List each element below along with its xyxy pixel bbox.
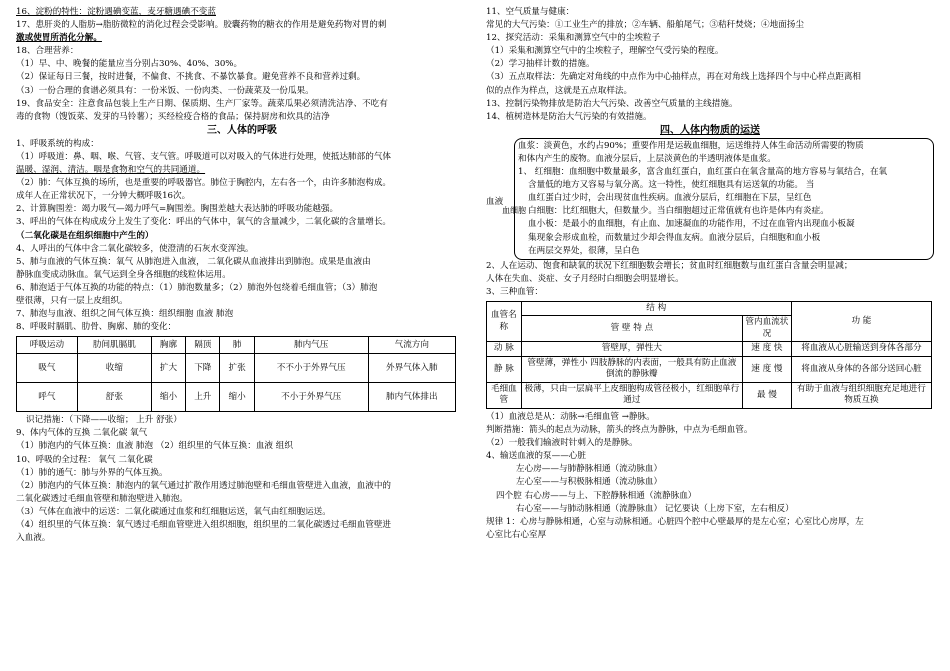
text-line: 血浆：淡黄色，水约占90%；重要作用是运载血细胞，运送维持人体生命活动所需要的物质: [518, 140, 864, 151]
text-line: 2、人在运动、饱食和缺氧的状况下红细胞数会增长；贫血时红细胞数与血红蛋白含量会明显减；: [486, 260, 853, 271]
text-line: 和体内产生的废物。血液分层后，上层淡黄色的半透明液体是血浆。: [518, 153, 776, 164]
table-group-header: 结 构: [521, 301, 791, 316]
table-header-cell: 胸廓: [151, 337, 185, 354]
blood-cells-label: 血细胞: [502, 205, 526, 215]
text-line: （2）肺泡内的气体互换：肺泡内的氧气通过扩散作用透过肺泡壁和毛细血管壁进入血液，血液中的: [16, 480, 392, 491]
heart-section: [486, 411, 934, 542]
text-line: 似的点作为样点，这就是五点取样法。: [486, 85, 633, 96]
table-cell: 缩小: [220, 383, 254, 412]
text-line: 6、肺泡适于气体互换的功能的特点：（1）肺泡数量多；（2）肺泡外包绕着毛细血管；（3）肺泡: [16, 282, 378, 293]
section-title-respiration: 三、人体的呼吸: [207, 124, 277, 136]
table-header-row: [487, 301, 932, 316]
table-header-cell: 肺: [220, 337, 254, 354]
section-title-transport: 四、人体内物质的运送: [660, 124, 760, 136]
text-line: 静脉血变成动脉血。氧气运到全身各细胞的线粒体运用。: [16, 269, 231, 280]
text-line: （2）学习抽样计数的措施。: [486, 59, 595, 70]
table-cell: 静 脉: [487, 356, 522, 382]
table-cell: 上升: [186, 383, 220, 412]
text-line: 18、合理营养：: [16, 46, 79, 57]
table-row: [487, 382, 932, 408]
text-line: 温暖、湿润、清洁。咽是食物和空气的共同通道。: [16, 165, 206, 176]
right-column: [486, 6, 934, 542]
text-line: 激或使胃所消化分解。: [16, 33, 102, 44]
table-cell: 速 度 快: [743, 342, 792, 357]
text-line: 8、呼吸时膈肌、肋骨、胸廓、肺的变化：: [16, 322, 177, 333]
text-line: 2、计算胸围差：竭力吸气—竭力呼气=胸围差。胸围差越大表达肺的呼吸功能越强。: [16, 204, 339, 215]
text-line: 9、体内气体的互换 二氧化碳 氧气: [16, 428, 148, 439]
text-line: 含量低的地方又容易与氧分离。这一特性，使红细胞具有运送氧的功能。 当: [528, 180, 815, 191]
text-line: （1）呼吸道：鼻、咽、喉、气管、支气管。呼吸道可以对吸入的气体进行处理，使抵达肺部的气体: [16, 151, 392, 162]
table-cell: 下降: [186, 354, 220, 383]
table-cell: 不不小于外界气压: [254, 354, 368, 383]
table-cell: 吸气: [17, 354, 78, 383]
respiration-section: [16, 138, 468, 334]
text-line: （1）采集和测算空气中的尘埃粒子，理解空气受污染的程度。: [486, 46, 724, 57]
table-row: [17, 383, 456, 412]
table-cell: 呼气: [17, 383, 78, 412]
text-line: 规律 1：心房与静脉相通，心室与动脉相通。心脏四个腔中心壁最厚的是左心室；心室比心房厚，左: [486, 516, 864, 527]
text-line: 识记措施：（下降——收缩； 上升 舒张）: [26, 415, 182, 426]
table-cell: 将血液从身体的各部分送回心脏: [791, 356, 931, 382]
text-line: （3）气体在血液中的运送：二氧化碳通过血浆和红细胞运送，氧气由红细胞运送。: [16, 506, 331, 517]
blood-composition: [486, 138, 934, 260]
left-column: [16, 6, 468, 545]
text-line: 入血液。: [16, 533, 51, 544]
text-line: 血红蛋白过少时，会出现贫血性疾病。血液分层后，红细胞在下层，呈红色: [528, 193, 812, 204]
text-line: 在两层交界处，很薄，呈白色: [528, 245, 640, 256]
text-line: 17、患肝炎的人脂肪→脂肪微粒的消化过程会受影响。胶囊药物的糖衣的作用是避免药物对胃的刺: [16, 20, 387, 31]
text-line: 1、 红细胞：血细胞中数量最多，富含血红蛋白，血红蛋白在氧含量高的地方容易与氧结合，在氧: [518, 167, 888, 178]
text-line: 11、空气质量与健康：: [486, 7, 575, 17]
nutrition-section: [16, 6, 468, 124]
table-header-cell: 肋间肌膈肌: [77, 337, 151, 354]
table-cell: 肺内气体排出: [368, 383, 455, 412]
text-line: 4、人呼出的气体中含二氧化碳较多，使澄清的石灰水变浑浊。: [16, 243, 254, 254]
text-line: 壁很薄，只有一层上皮组织。: [16, 295, 128, 306]
blood-box: [514, 138, 934, 260]
air-quality-section: [486, 6, 934, 124]
table-cell: 舒张: [77, 383, 151, 412]
text-line: 血小板：是最小的血细胞，有止血、加速凝血的功能作用，不过在血管内出现血小板凝: [528, 219, 855, 230]
table-cell: 不小于外界气压: [254, 383, 368, 412]
table-header-cell: 血管名称: [487, 301, 522, 342]
table-header-cell: 隔顶: [186, 337, 220, 354]
text-line: 判断措施：箭头的起点为动脉，箭头的终点为静脉，中点为毛细血管。: [486, 425, 753, 436]
table-header-cell: 肺内气压: [254, 337, 368, 354]
table-cell: 管壁厚，弹性大: [521, 342, 742, 357]
blood-vessel-table: [486, 301, 932, 409]
table-cell: 扩张: [220, 354, 254, 383]
text-line: （3）五点取样法：先确定对角线的中点作为中心抽样点，再在对角线上选择四个与中心样点距离相: [486, 72, 862, 83]
text-line: 心室比右心室厚: [486, 529, 547, 540]
text-line: 白细胞：比红细胞大，但数量少。当白细胞超过正常值就有也许是体内有炎症。: [528, 206, 829, 217]
text-line: 3、呼出的气体在构成成分上发生了变化：呼出的气体中，氧气的含量减少，二氧化碳的含量增长。: [16, 217, 392, 228]
text-line: 毒的食物（馊饭菜、发芽的马铃薯）；买经检疫合格的食品；保持厨房和炊具的洁净: [16, 111, 330, 122]
table-cell: 外界气体入肺: [368, 354, 455, 383]
text-line: 5、肺与血液的气体互换：氧气 从肺泡进入血液， 二氧化碳从血液排出到肺泡。成果是血液由: [16, 256, 371, 267]
text-line: 14、植树造林是防治大气污染的有效措施。: [486, 111, 652, 122]
table-header-cell: 管 壁 特 点: [521, 316, 742, 342]
text-line: 人体在失血、炎症、女子月经时白细胞会明显增长。: [486, 273, 684, 284]
text-line: （1）肺的通气：肺与外界的气体互换。: [16, 467, 168, 478]
text-line: 12、探究活动：采集和测算空气中的尘埃粒子: [486, 33, 661, 44]
table-cell: 有助于血液与组织细胞充足地进行物质互换: [791, 382, 931, 408]
gas-exchange-section: [16, 414, 468, 545]
table-row: [17, 354, 456, 383]
table-cell: 扩大: [151, 354, 185, 383]
text-line: 4、输送血液的泵——心脏: [486, 451, 586, 462]
text-line: （1）早、中、晚餐的能量应当分别占30%、40%、30%。: [16, 59, 243, 70]
text-line: （3）一份合理的食谱必须具有：一份米饭、一份肉类、一份蔬菜及一份瓜果。: [16, 85, 314, 96]
text-line: （1）肺泡内的气体互换：血液 肺泡 （2）组织里的气体互换：血液 组织: [16, 441, 293, 452]
text-line: （4）组织里的气体互换：氧气透过毛细血管壁进入组织细胞，组织里的二氧化碳透过毛细血管壁进: [16, 520, 392, 530]
blood-label: 血液: [486, 196, 504, 207]
table-header-row: [17, 337, 456, 354]
table-cell: 将血液从心脏输送到身体各部分: [791, 342, 931, 357]
table-cell: 缩小: [151, 383, 185, 412]
text-line: 左心房——与肺静脉相通（流动脉血）: [516, 464, 663, 475]
text-line: 19、食品安全：注意食品包装上生产日期、保质期、生产厂家等。蔬菜瓜果必须清洗洁净、不吃有: [16, 98, 388, 109]
table-cell: 最 慢: [743, 382, 792, 408]
table-cell: 极薄，只由一层扁平上皮细胞构成管径极小，红细胞单行通过: [521, 382, 742, 408]
text-line: 10、呼吸的全过程： 氧气 二氧化碳: [16, 454, 153, 465]
table-cell: 管壁薄，弹性小 四肢静脉的内表面，一般具有防止血液倒流的静脉瓣: [521, 356, 742, 382]
table-cell: 毛细血管: [487, 382, 522, 408]
table-cell: 动 脉: [487, 342, 522, 357]
text-line: 3、三种血管：: [486, 286, 544, 297]
text-line: （1）血液总是从：动脉→毛细血管 →静脉。: [486, 411, 655, 422]
blood-notes: [486, 260, 934, 299]
text-line: 集现象会形成血栓，而数量过少却会得血友病。血液分层后，白细胞和血小板: [528, 232, 821, 243]
text-line: 常见的大气污染：①工业生产的排放；②车辆、船舶尾气；③秸秆焚烧；④地面扬尘: [486, 20, 804, 31]
text-line: （2）肺：气体互换的场所，也是重要的呼吸器官。肺位于胸腔内，左右各一个，由许多肺泡构成。: [16, 178, 392, 189]
text-line: （2）保证每日三餐，按时进餐，不偏食、不挑食、不暴饮暴食。避免营养不良和营养过剩。: [16, 72, 366, 83]
respiration-table: [16, 336, 456, 412]
text-line: 成年人在正常状况下，一分钟大概呼吸16次。: [16, 191, 191, 202]
text-line: 7、肺泡与血液、组织之间气体互换：组织细胞 血液 肺泡: [16, 309, 234, 320]
text-line: （2）一般我们输液时针刺入的是静脉。: [486, 438, 638, 449]
text-line: 16、淀粉的特性：淀粉遇碘变蓝，麦牙糖遇碘不变蓝: [16, 7, 216, 17]
text-line: 右心室——与肺动脉相通（流静脉血） 记忆要诀（上房下室，左右相反）: [516, 503, 794, 514]
table-cell: 收缩: [77, 354, 151, 383]
table-row: [487, 342, 932, 357]
text-line: 二氧化碳透过毛细血管壁和肺泡壁进入肺泡。: [16, 493, 188, 504]
text-line: 1、呼吸系统的构成：: [16, 138, 99, 149]
table-cell: 速 度 慢: [743, 356, 792, 382]
table-header-cell: 气流方向: [368, 337, 455, 354]
text-line: 13、控制污染物排放是防治大气污染、改善空气质量的主线措施。: [486, 98, 738, 109]
text-line: 四个腔 右心房——与上、下腔静脉相通（流静脉血）: [496, 490, 697, 501]
text-line: 左心室——与积极脉相通（流动脉血）: [516, 477, 663, 488]
table-header-cell: 呼吸运动: [17, 337, 78, 354]
table-header-cell: 管内血流状况: [743, 316, 792, 342]
text-line: （二氧化碳是在组织细胞中产生的）: [16, 230, 154, 241]
table-row: [487, 356, 932, 382]
table-header-cell: 功 能: [791, 301, 931, 342]
